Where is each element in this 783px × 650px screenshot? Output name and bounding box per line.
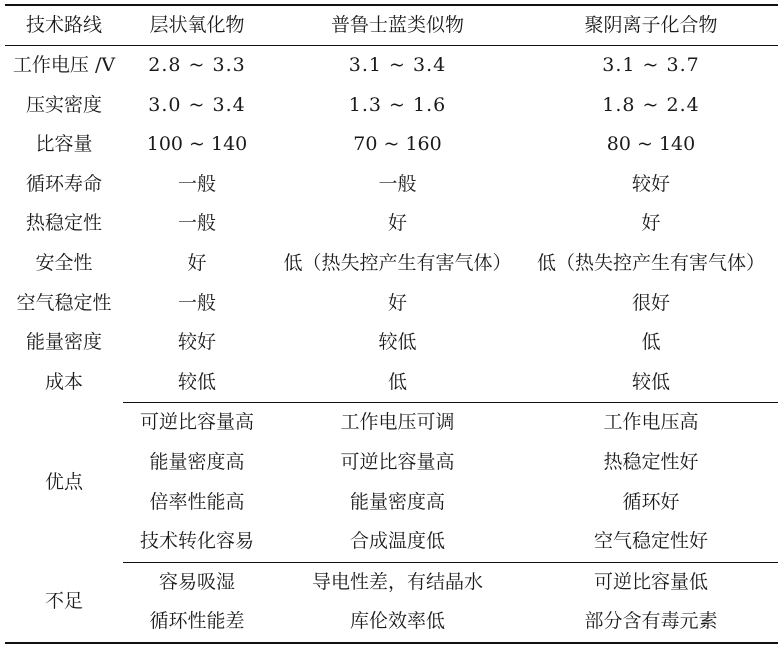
table-cell: 好 xyxy=(387,212,407,235)
table-cell: 100 ~ 140 xyxy=(146,133,248,156)
table-cell: 技术转化容易 xyxy=(139,530,254,553)
table-cell: 一般 xyxy=(378,172,417,195)
table-cell: 较好 xyxy=(177,331,216,354)
table-cell: 可逆比容量高 xyxy=(123,403,271,443)
row-label: 热稳定性 xyxy=(25,212,102,235)
table-row xyxy=(5,562,778,602)
table-row xyxy=(5,165,778,205)
table-cell: 热稳定性好 xyxy=(603,450,699,473)
row-label: 空气稳定性 xyxy=(16,291,112,314)
table-row xyxy=(5,363,778,403)
table-cell: 低 xyxy=(387,370,407,393)
table-cell: 3.1 ~ 3.7 xyxy=(602,54,700,76)
table-cell: 能量密度高 xyxy=(349,490,445,513)
header-row xyxy=(5,5,778,46)
table-cell: 较低 xyxy=(378,331,417,354)
table-cell: 低（热失控产生有害气体） xyxy=(536,251,765,274)
table-cell: 好 xyxy=(641,212,661,235)
table-header xyxy=(5,5,778,46)
table-cell: 低（热失控产生有害气体） xyxy=(283,251,512,274)
row-label: 工作电压 /V xyxy=(12,54,116,76)
table-cell: 倍率性能高 xyxy=(149,490,245,513)
row-label: 成本 xyxy=(44,371,83,393)
table-row xyxy=(5,403,778,443)
row-label: 循环寿命 xyxy=(25,172,102,195)
table-cell: 合成温度低 xyxy=(349,530,445,553)
table-cell: 较好 xyxy=(631,172,670,195)
table-cell: 很好 xyxy=(631,291,670,314)
table-cell: 较低 xyxy=(631,370,670,393)
table-cell: 容易吸湿 xyxy=(123,562,271,602)
table-cell: 好 xyxy=(387,291,407,314)
table-cell: 80 ~ 140 xyxy=(606,133,696,156)
table-row xyxy=(5,125,778,165)
comparison-table xyxy=(5,4,778,644)
row-label: 比容量 xyxy=(35,133,93,156)
row-label: 能量密度 xyxy=(25,331,102,354)
table-cell: 较低 xyxy=(177,370,216,393)
table-cell: 1.8 ~ 2.4 xyxy=(602,93,700,116)
table-cell: 循环性能差 xyxy=(123,602,271,643)
table-cell: 一般 xyxy=(177,291,216,314)
table-cell: 2.8 ~ 3.3 xyxy=(148,54,246,76)
table-cell: 库伦效率低 xyxy=(271,602,524,643)
table-cell: 导电性差，有结晶水 xyxy=(271,562,524,602)
row-label: 安全性 xyxy=(35,251,93,274)
advantages-label: 优点 xyxy=(44,470,83,493)
table-row xyxy=(5,244,778,284)
table-row xyxy=(5,284,778,324)
header-cell-route: 技术路线 xyxy=(5,5,123,46)
row-label: 压实密度 xyxy=(25,93,102,116)
table-cell: 低 xyxy=(641,331,661,354)
table-cell: 好 xyxy=(187,251,207,274)
table-row xyxy=(5,46,778,86)
table-cell: 工作电压可调 xyxy=(271,403,524,443)
table-row xyxy=(5,204,778,244)
table-body xyxy=(5,46,778,643)
table-cell: 3.0 ~ 3.4 xyxy=(148,93,246,116)
table-cell: 一般 xyxy=(177,212,216,235)
table-row xyxy=(5,86,778,126)
disadvantages-label: 不足 xyxy=(5,562,123,643)
header-cell-layered-oxide: 层状氧化物 xyxy=(123,5,271,46)
table-cell: 一般 xyxy=(177,172,216,195)
table-cell: 空气稳定性好 xyxy=(593,530,708,553)
table-cell: 3.1 ~ 3.4 xyxy=(348,54,447,76)
table-cell: 循环好 xyxy=(622,490,680,513)
table-cell: 可逆比容量高 xyxy=(340,450,455,473)
table-cell: 工作电压高 xyxy=(524,403,778,443)
table-cell: 1.3 ~ 1.6 xyxy=(348,93,447,116)
table-cell: 70 ~ 160 xyxy=(353,133,442,156)
table-cell: 能量密度高 xyxy=(149,450,245,473)
table-cell: 可逆比容量低 xyxy=(524,562,778,602)
table-row xyxy=(5,323,778,363)
table-cell: 部分含有毒元素 xyxy=(524,602,778,643)
header-cell-prussian-blue: 普鲁士蓝类似物 xyxy=(271,5,524,46)
header-cell-polyanion: 聚阴离子化合物 xyxy=(524,5,778,46)
